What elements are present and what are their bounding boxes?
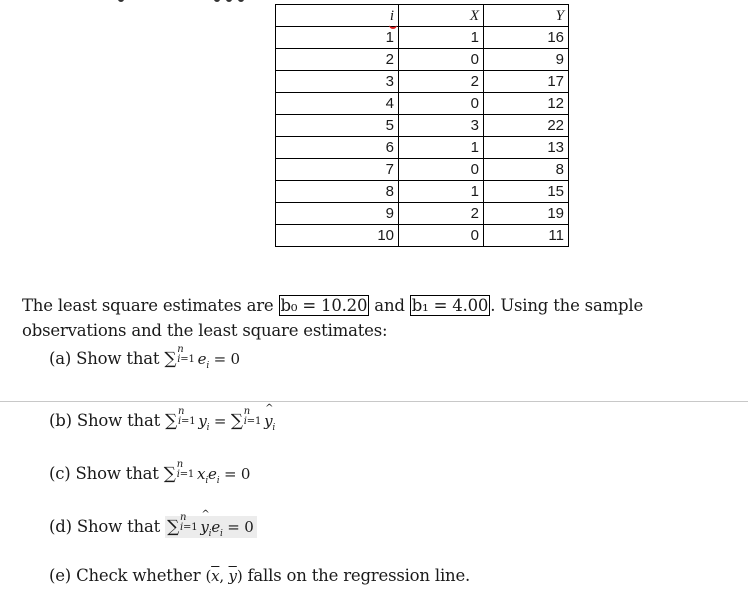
cell-i: 5 [276,115,399,137]
header-i: i [276,5,399,27]
cell-y: 19 [484,203,569,225]
intro-text-before: The least square estimates are [22,296,279,315]
cell-y: 15 [484,181,569,203]
table-row [276,49,569,71]
cell-i: 3 [276,71,399,93]
table-header-row [276,5,569,27]
question-a-label: (a) Show that [49,349,165,368]
question-a-math: ∑ n i=1 $e_i = 0$ [164,344,240,371]
cell-x: 2 [399,203,484,225]
cell-x: 2 [399,71,484,93]
question-c [49,460,250,486]
table-row [276,225,569,247]
question-d-math: ∑ n i=1 ^ $y_ie_i = 0$ [165,516,256,538]
table-row [276,27,569,49]
spellcheck-underline [389,24,397,29]
question-d [49,513,257,539]
cell-i: 7 [276,159,399,181]
cell-x: 0 [399,225,484,247]
cell-y: 16 [484,27,569,49]
table-row [276,115,569,137]
cell-x: 1 [399,27,484,49]
table-row [276,181,569,203]
b1-estimate: b₁ = 4.00 [411,296,489,315]
cell-y: 13 [484,137,569,159]
question-b-label: (b) Show that [49,411,166,430]
cell-x: 0 [399,49,484,71]
question-d-label: (d) Show that [49,517,166,536]
cell-x: 1 [399,181,484,203]
cell-y: 22 [484,115,569,137]
cell-y: 8 [484,159,569,181]
cell-i: 9 [276,203,399,225]
question-c-math: ∑ n i=1 $x_ie_i = 0$ [163,459,251,486]
question-e [49,566,470,585]
cell-x: 0 [399,159,484,181]
cell-x: 1 [399,137,484,159]
cell-x: 3 [399,115,484,137]
question-b [49,407,275,433]
cell-i: 1 [276,27,399,49]
intro-text-after: . Using the sample observations and the least square estimates: [22,296,644,340]
cell-i: 6 [276,137,399,159]
intro-text-middle: and [369,296,410,315]
cell-i: 8 [276,181,399,203]
cell-y: 17 [484,71,569,93]
cell-y: 9 [484,49,569,71]
table-row [276,71,569,93]
cell-i: 2 [276,49,399,71]
table-row [276,203,569,225]
table-row [276,159,569,181]
section-divider [0,401,748,402]
question-e-after: falls on the regression line. [242,566,471,585]
cropped-text-fragment [0,0,260,4]
cell-y: 11 [484,225,569,247]
question-e-math: ($\overline{x}$, $\overline{y}$) [205,567,243,585]
data-table [275,4,569,247]
question-c-label: (c) Show that [49,464,164,483]
header-x: X [399,5,484,27]
header-y: Y [484,5,569,27]
intro-paragraph [22,293,732,343]
table-row [276,93,569,115]
question-e-label: (e) Check whether [49,566,206,585]
table-row [276,137,569,159]
question-b-math: ∑ n i=1 $y_i$ = ∑ n i=1 ^ $y_i$ [165,412,275,430]
cell-y: 12 [484,93,569,115]
cell-x: 0 [399,93,484,115]
question-a [49,345,240,371]
cell-i: 10 [276,225,399,247]
b0-estimate: b₀ = 10.20 [280,296,368,315]
cell-i: 4 [276,93,399,115]
